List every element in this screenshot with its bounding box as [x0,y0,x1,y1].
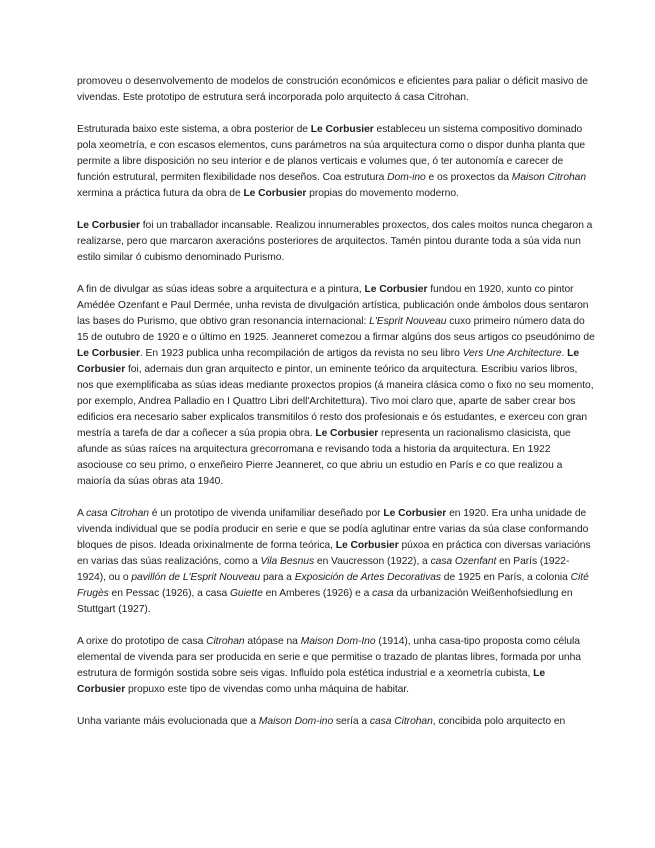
text-run: A orixe do prototipo de casa [77,636,207,647]
text-run: representa un racionalismo clasicista, que afunde as súas raíces na arquitectura grecorromana e revisando toda a historia da arquitectura. En 1922 asociouse co seu primo, o enxeñeiro Pierre Jeanneret, co que abriu un estudio en París e co que realizou a maioría da súas obras ata 1940. [77,428,571,487]
text-run: para a [260,572,295,583]
paragraph [77,634,595,698]
italic-text: Maison Citrohan [511,172,587,183]
paragraph [77,714,595,730]
italic-text: L'Esprit Nouveau [369,316,447,327]
text-run: de 1925 en París, a colonia [441,572,571,583]
italic-text: Maison Dom-ino [258,716,334,727]
text-run: A fin de divulgar as súas ideas sobre a arquitectura e a pintura, [77,284,365,295]
bold-text: Le Corbusier [383,508,447,519]
italic-text: Maison Dom-Ino [300,636,376,647]
italic-text: Cité Frugès [77,572,589,599]
text-run: fundou en 1920, xunto co pintor Amédée Ozenfant e Paul Dermée, unha revista de divulgación artística, publicación onde ámbolos dous sentaron las bases do Purismo, que obtivo gran resonancia internacional: [77,284,589,327]
italic-text: Exposición de Artes Decorativas [294,572,441,583]
bold-text: Le Corbusier [335,540,399,551]
text-run: en Vaucresson (1922), a [314,556,431,567]
italic-text: casa Ozenfant [430,556,497,567]
text-run: estableceu un sistema compositivo dominado pola xeometría, e con escasos elementos, cuns parámetros na súa arquitectura como o dispor dunha planta que permite a libre disposición no seu interior e de planos verticais e volumes que, ó ter autonomía e carecer de función estrutural, permiten flexibilidade nos deseños. Coa estrutura [77,124,586,183]
text-run: (1914), unha casa-tipo proposta como célula elemental de vivenda para ser producida en serie e que permitise o trazado de plantas libres, formada por unha estrutura de formigón sostida sobre seis vigas. Influído pola estética industrial e a xeometría cubista, [77,636,581,679]
text-run: foi un traballador incansable. Realizou innumerables proxectos, dos cales moitos nunca chegaron a realizarse, pero que marcaron axeracións posteriores de arquitectos. Tamén pintou durante toda a súa vida nun estilo similar ó cubismo denominado Purismo. [77,220,593,263]
italic-text: Guiette [229,588,263,599]
text-run: , concibida polo arquitecto en [432,716,566,727]
italic-text: Dom-ino [387,172,426,183]
text-run: foi, ademais dun gran arquitecto e pintor, un eminente teórico da arquitectura. Escribiu varios libros, nos que exemplificaba as súas ideas mediante proxectos propios (á maneira clásica como o fixo no seu momento, por exemplo, Andrea Palladio en I Quattro Libri dell'Architettura). Tivo moi claro que, aparte de saber crear bos edificios era necesario saber explicalos transmitilos ó resto dos profesionais e ós estudantes, e exerceu con gran mestría a tarefa de dar a coñecer a súa propia obra. [77,364,594,439]
bold-text: Le Corbusier [77,668,545,695]
paragraph [77,506,595,618]
text-run: da urbanización Weißenhofsiedlung en Stuttgart (1927). [77,588,573,615]
text-run: en 1920. Era unha unidade de vivenda individual que se podía producir en serie e que se podía aglutinar entre varias da súa clase conformando bloques de pisos. Ideada orixinalmente de forma teórica, [77,508,589,551]
text-run: A [77,508,87,519]
text-run: atópase na [244,636,301,647]
italic-text: casa [372,588,394,599]
text-run: en Pessac (1926), a casa [108,588,230,599]
text-run: en Amberes (1926) e a [262,588,373,599]
text-run: propuxo este tipo de vivendas como unha máquina de habitar. [125,684,409,695]
bold-text: Le Corbusier [77,348,140,359]
text-run: e os proxectos da [425,172,512,183]
text-run: é un prototipo de vivenda unifamiliar deseñado por [148,508,384,519]
text-run: propias do movemento moderno. [306,188,459,199]
paragraph [77,282,595,490]
text-run: . En 1923 publica unha recompilación de artigos da revista no seu libro [139,348,463,359]
bold-text: Le Corbusier [77,220,140,231]
italic-text: casa Citrohan [369,716,433,727]
paragraph [77,122,595,202]
text-run: . [561,348,568,359]
bold-text: Le Corbusier [77,348,580,375]
italic-text: pavillón de L'Esprit Nouveau [131,572,261,583]
bold-text: Le Corbusier [310,124,374,135]
text-run: Estruturada baixo este sistema, a obra posterior de [77,124,311,135]
bold-text: Le Corbusier [315,428,379,439]
text-run: promoveu o desenvolvemento de modelos de construción económicos e eficientes para paliar o déficit masivo de vivendas. Este prototipo de estrutura será incorporada polo arquitecto á casa Citrohan. [77,76,588,103]
text-run: xermina a práctica futura da obra de [77,188,244,199]
italic-text: casa Citrohan [86,508,149,519]
text-run: sería a [333,716,370,727]
bold-text: Le Corbusier [243,188,307,199]
text-run: en París (1922-1924), ou o [77,556,570,583]
paragraph [77,218,595,266]
text-run: Unha variante máis evolucionada que a [77,716,259,727]
italic-text: Vila Besnus [260,556,315,567]
italic-text: Vers Une Architecture [462,348,562,359]
text-run: cuxo primeiro número data do 15 de outubro de 1920 e o último en 1925. Jeanneret comezou a firmar algúns dos seus artigos co pseudónimo de [77,316,595,343]
text-run: púxoa en práctica con diversas variacións en varias das súas realizacións, como a [77,540,591,567]
paragraph [77,74,595,106]
bold-text: Le Corbusier [364,284,428,295]
document-body [77,74,595,746]
italic-text: Citrohan [206,636,245,647]
